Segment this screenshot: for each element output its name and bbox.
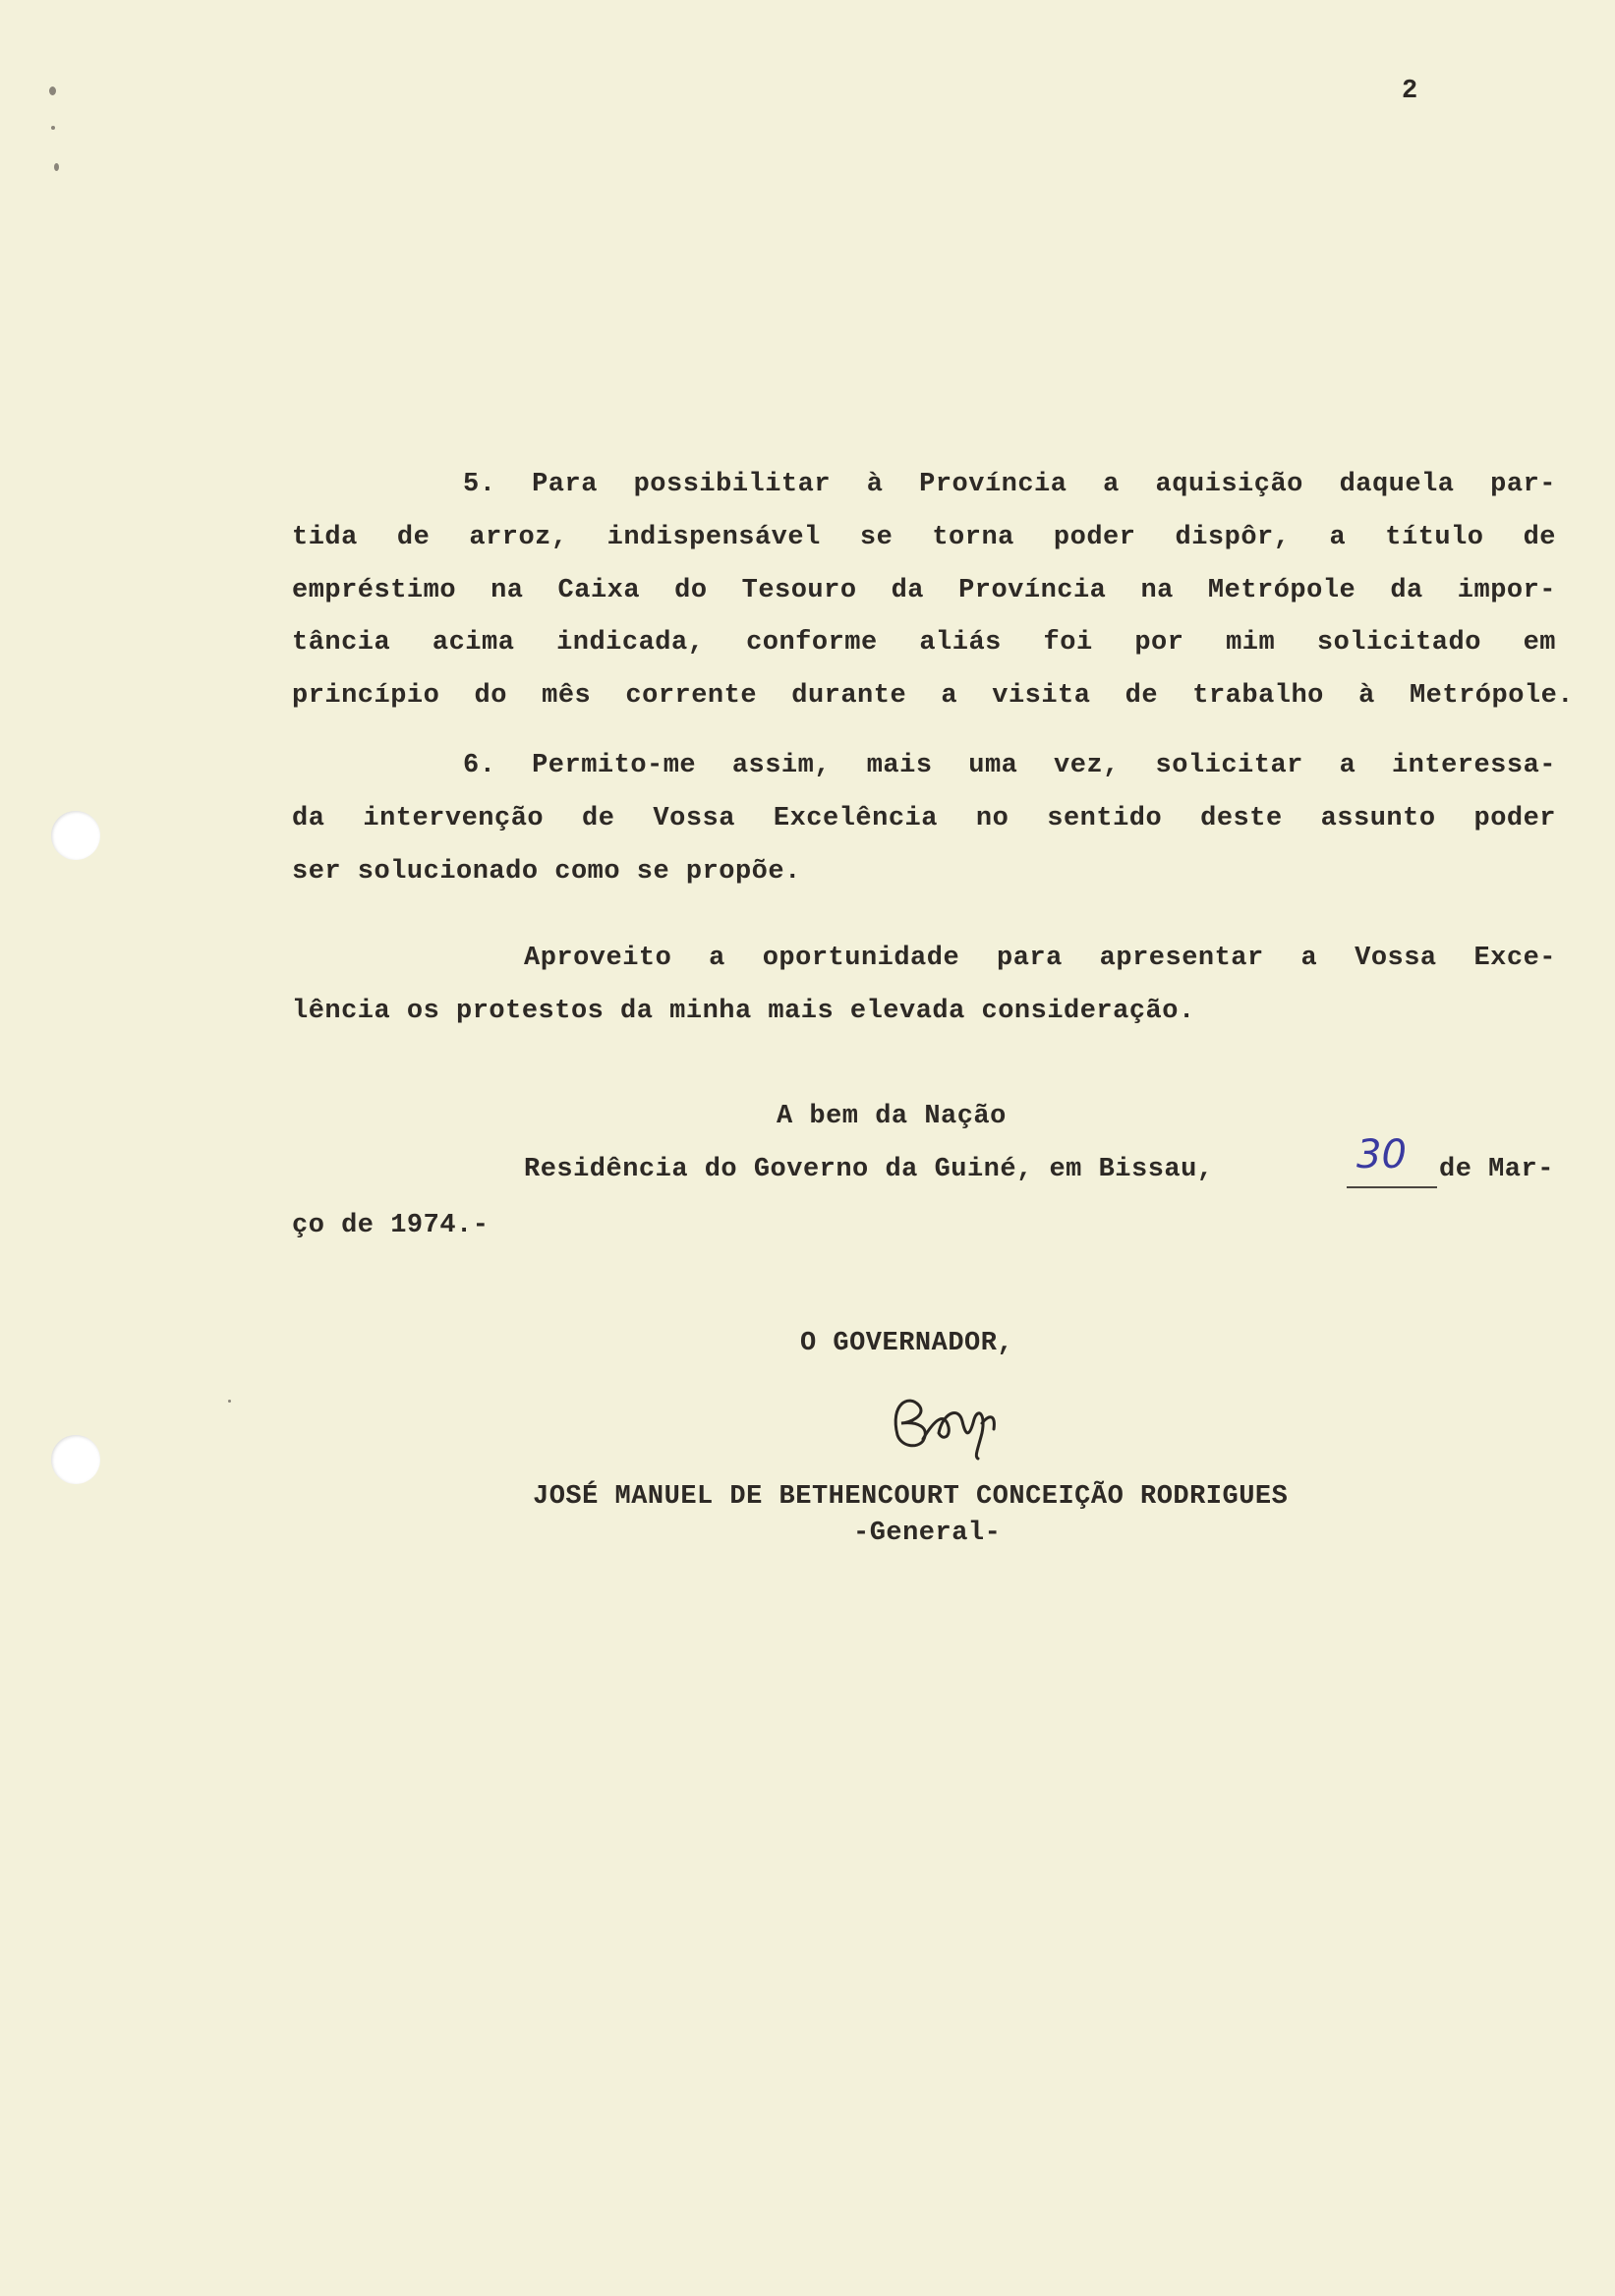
page-number: 2 (1402, 77, 1418, 106)
paper-speck (228, 1400, 231, 1403)
punch-hole-bottom (51, 1435, 100, 1484)
text-line: 5. Para possibilitar à Província a aquisição daquela par- (463, 470, 1556, 499)
handwritten-signature (880, 1384, 1027, 1463)
date-blank-line (1347, 1186, 1437, 1188)
place-line: Residência do Governo da Guiné, em Bissau, (524, 1155, 1214, 1184)
text-line: 6. Permito-me assim, mais uma vez, solicitar a interessa- (463, 751, 1556, 780)
text-line: Aproveito a oportunidade para apresentar a Vossa Exce- (524, 944, 1556, 973)
text-line: tância acima indicada, conforme aliás foi por mim solicitado em (292, 628, 1556, 658)
punch-hole-top (51, 811, 100, 860)
paper-speck (54, 163, 59, 171)
text-line: da intervenção de Vossa Excelência no sentido deste assunto poder (292, 804, 1556, 833)
governor-rank: -General- (853, 1519, 1002, 1548)
governor-title: O GOVERNADOR, (800, 1329, 1014, 1358)
salutation: A bem da Nação (777, 1102, 1007, 1131)
governor-name: JOSÉ MANUEL DE BETHENCOURT CONCEIÇÃO RODRIGUES (533, 1482, 1289, 1512)
paper-speck (51, 126, 55, 130)
text-line: princípio do mês corrente durante a visita de trabalho à Metrópole. (292, 681, 1574, 711)
text-line: ser solucionado como se propõe. (292, 857, 801, 887)
paper-speck (49, 86, 56, 95)
month-end-year: ço de 1974.- (292, 1211, 490, 1240)
text-line: empréstimo na Caixa do Tesouro da Província na Metrópole da impor- (292, 576, 1556, 605)
text-line: lência os protestos da minha mais elevada consideração. (292, 997, 1195, 1026)
month-start: de Mar- (1439, 1155, 1554, 1184)
handwritten-day: 30 (1356, 1132, 1407, 1177)
text-line: tida de arroz, indispensável se torna poder dispôr, a título de (292, 523, 1556, 552)
